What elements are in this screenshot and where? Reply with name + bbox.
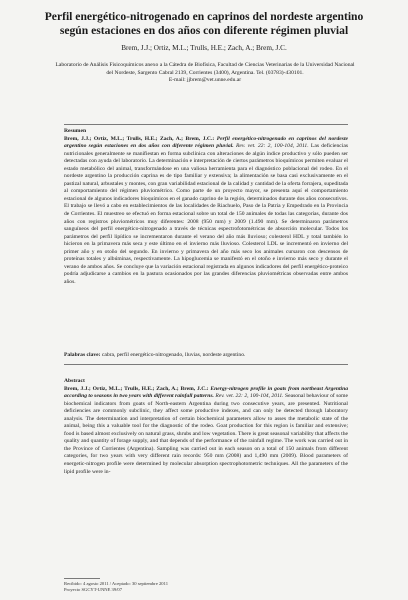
resumen-citation-ref: Rev. vet. 22: 2, 100-104, 2011.: [235, 143, 309, 150]
footnote: [64, 581, 168, 593]
project-number: Proyecto SGCYT-UNNE 39/07: [64, 587, 123, 592]
keywords: [64, 352, 348, 360]
resumen-body: Las deficiencias nutricionales generalmente se manifiestan en forma subclínica con alteraciones de algún índice productivo y sólo pueden ser detectadas con ayuda del laboratorio. La determinación e interpretación de ciertos parámetros bioquímicos permiten evaluar el estado metabólico del animal, transformándose en una valiosa herramienta para el diagnóstico poblacional del rodeo. En el nordeste argentino la producción caprina es de tipo familiar y extensiva; la alimentación se basa casi exclusivamente en el pastizal natural, arbustales y montes, con gran variabilidad estacional de la calidad y cantidad de la oferta forrajera, supeditada al comportamiento del régimen pluviométrico. Como parte de un proyecto mayor, se presenta aquí el comportamiento estacional de algunos indicadores bioquímicos en el ganado caprino de la región, determinados durante dos años consecutivos. El trabajo se llevó a cabo en establecimientos de las localidades de Riachuelo, Paso de la Patria y Empedrado en la Provincia de Corrientes. El muestreo se efectuó en forma estacional sobre un total de 150 animales de todas las categorías, durante dos años con registros pluviométricos muy diferentes: 2008 (950 mm) y 2009 (1.490 mm). Se determinaron parámetros sanguíneos del perfil energético-nitrogenado a través de técnicas espectrofotométricas de absorción molecular. Todos los parámetros del perfil lipídico se incrementaron durante el verano del año más lluvioso; colesterol HDL y total también lo hicieron en la primavera más seca y este último en el invierno más lluvioso. Colesterol LDL se incrementó en invierno del primer año y en otoño del segundo. En invierno y primavera del año más seco los animales cursaron con descensos de proteínas totales y albúminas, respectivamente. La hipoglucemia se manifestó en el otoño e invierno más seco y durante el verano de ambos años. Se concluye que la variación estacional registrada en algunos indicadores del perfil energético-proteico podría adjudicarse a cambios en la pastura ocasionados por las grandes diferencias pluviométricas observadas entre ambos años.: [64, 143, 349, 285]
abstract-body: Seasonal behaviour of some biochemical indicators from goats of North-eastern Argentina during two consecutive years, are presented. Nutritional deficiencies are commonly subclinic, they affect some productive indexes, and can only be detected through laboratory analysis. The determination and interpretation of certain biochemical parameters allow to asses the metabolic state of the animal, being this a valuable tool for the diagnostic of the rodeo. Goat production for this region is familiar and extensive; food is based almost exclusively on natural grass, shrubs and low vegetation. There is great seasonal variability that affects the quality and quantity of forage supply, and that depends of the performance of the rainfall regime. The work was carried out in the Province of Corrientes (Argentina). Sampling was carried out in each season on a total of 150 animals from different categories, for two years with very different rain records: 950 mm (2008) and 1,490 mm (2009). Blood parameters of energetic-nitrogen profile were determined by molecular absorption spectrophotometric techniques. All the parameters of the lipid profile were in-: [64, 393, 348, 475]
received-dates: Recibido: 4 agosto 2011 / Aceptado: 30 septiembre 2011: [64, 581, 169, 586]
resumen-heading: Resumen: [64, 128, 87, 134]
affiliation-text: Laboratorio de Análisis Fisicoquímicos anexo a la Cátedra de Biofísica, Facultad de Ciencias Veterinarias de la Universidad Nacional del Nordeste, Sargento Cabral 2139, Corrientes (3400), Argentina. Tel. (03783)-430101.: [55, 62, 355, 76]
email-address: E-mail: jjbrem@vet.unne.edu.ar: [168, 77, 242, 84]
affiliation: [52, 62, 358, 85]
keywords-text: cabra, perfil energético-nitrogenado, lluvias, nordeste argentino.: [101, 352, 246, 358]
abstract-citation-authors: Brem, J.J.; Ortiz, M.L.; Trulls, H.E.; Zach, A.; Brem, J.C.:: [64, 385, 209, 392]
footnote-divider: [64, 578, 100, 579]
divider: [64, 364, 348, 365]
abstract-heading: Abstract: [64, 378, 85, 384]
resumen-section: [64, 128, 348, 286]
keywords-label: Palabras clave:: [64, 352, 101, 358]
resumen-citation-title: Perfil energético-nitrogenado en caprinos del nordeste argentino según estaciones en dos años con diferente régimen pluvial.: [64, 135, 348, 150]
abstract-section: [64, 378, 348, 476]
article-title: Perfil energético-nitrogenado en caprinos del nordeste argentino según estaciones en dos años con diferente régimen pluvial: [44, 10, 364, 37]
abstract-citation-title: Energy-nitrogen profile in goats from northeast Argentina according to seasons in two years with different rainfall patterns.: [64, 385, 348, 400]
resumen-citation-authors: Brem, J.J.; Ortiz, M.L.; Trulls, H.E.; Zach, A.; Brem, J.C.:: [64, 135, 215, 142]
divider: [64, 124, 348, 125]
author-list: Brem, J.J.; Ortiz, M.L.; Trulls, H.E.; Zach, A.; Brem, J.C.: [121, 44, 287, 52]
abstract-citation-ref: Rev. vet. 22: 2, 100-104, 2011.: [215, 393, 284, 400]
